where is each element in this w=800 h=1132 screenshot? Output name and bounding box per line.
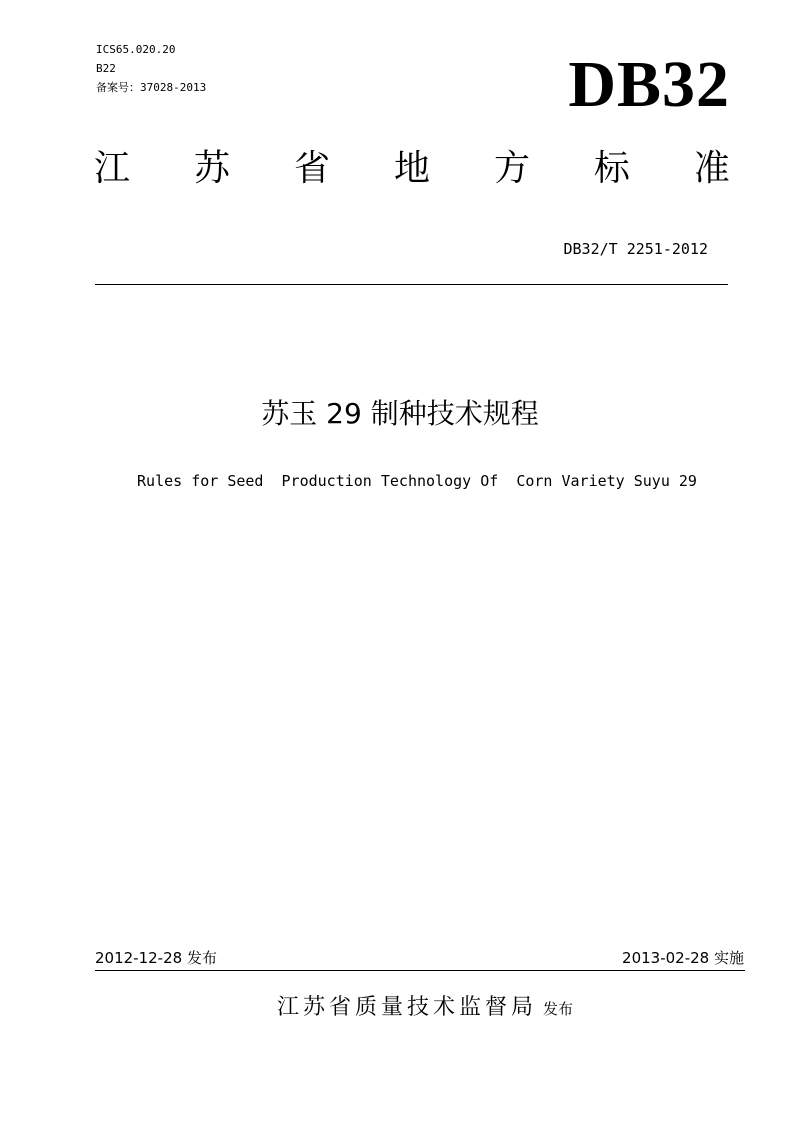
classification-block	[96, 40, 206, 97]
standard-kind-char: 省	[293, 148, 330, 189]
ccs-code: B22	[96, 62, 116, 75]
top-divider	[95, 284, 728, 285]
standard-kind-char: 苏	[193, 148, 230, 189]
title-english: Rules for Seed Production Technology Of Corn Variety Suyu 29	[137, 472, 697, 490]
standard-kind-char: 准	[693, 148, 730, 189]
authority-action: 发布	[543, 1000, 574, 1018]
bottom-divider	[95, 970, 745, 971]
standard-code-mark: DB32	[568, 48, 730, 121]
standard-number: DB32/T 2251-2012	[563, 240, 708, 258]
filing-number: 备案号：37028-2013	[96, 81, 207, 94]
issue-date: 2012-12-28 发布	[95, 949, 217, 967]
standard-kind-char: 方	[493, 148, 530, 189]
authority-name: 江苏省质量技术监督局	[276, 995, 537, 1020]
standard-kind-char: 地	[393, 148, 430, 189]
implementation-date: 2013-02-28 实施	[622, 949, 744, 967]
issuing-authority	[0, 990, 800, 1021]
title-chinese: 苏玉 29 制种技术规程	[261, 397, 539, 430]
standard-kind-char: 标	[593, 148, 630, 189]
ics-code: ICS65.020.20	[96, 43, 176, 56]
standard-kind-char: 江	[94, 148, 131, 189]
standard-kind-heading	[94, 145, 730, 193]
